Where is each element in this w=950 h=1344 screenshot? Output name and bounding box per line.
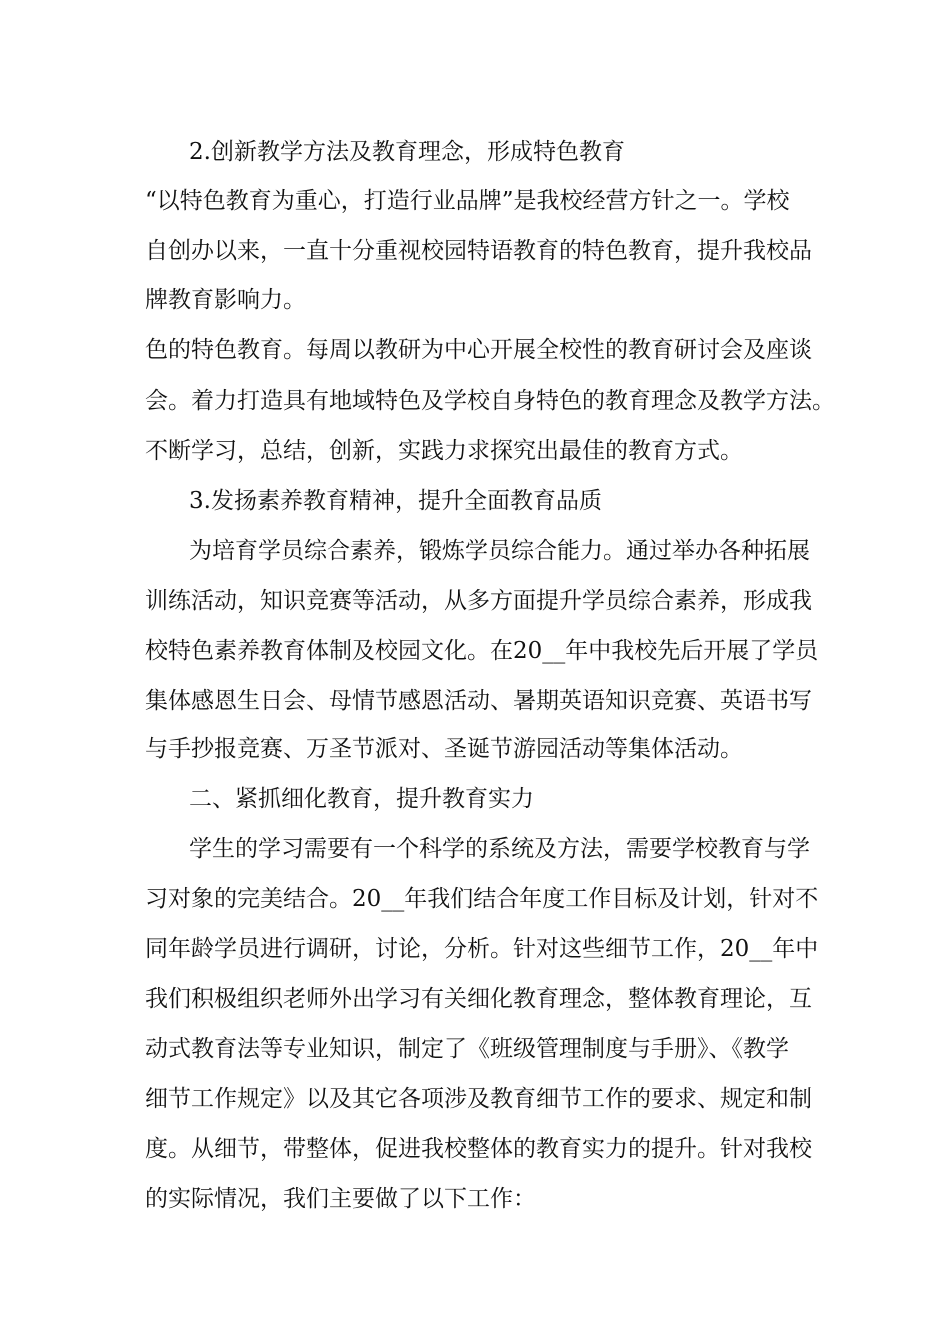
paragraph-line: 会。着力打造具有地域特色及学校自身特色的教育理念及教学方法。 <box>145 388 835 414</box>
paragraph-line: “以特色教育为重心，打造行业品牌”是我校经营方针之一。学校 <box>145 188 790 214</box>
paragraph-line: 我们积极组织老师外出学习有关细化教育理念，整体教育理论，互 <box>145 986 812 1012</box>
heading-innovation: 2.创新教学方法及教育理念，形成特色教育 <box>189 139 625 165</box>
paragraph-line: 与手抄报竞赛、万圣节派对、圣诞节游园活动等集体活动。 <box>145 736 743 762</box>
paragraph-line: 不断学习，总结，创新，实践力求探究出最佳的教育方式。 <box>145 438 743 464</box>
paragraph-line: 自创办以来，一直十分重视校园特语教育的特色教育，提升我校品 <box>145 238 812 264</box>
paragraph-line: 学生的学习需要有一个科学的系统及方法，需要学校教育与学 <box>189 836 810 862</box>
paragraph-line: 动式教育法等专业知识，制定了《班级管理制度与手册》、《教学 <box>145 1036 789 1062</box>
heading-detailed-education: 二、紧抓细化教育，提升教育实力 <box>189 786 534 812</box>
paragraph-line: 集体感恩生日会、母情节感恩活动、暑期英语知识竞赛、英语书写 <box>145 688 812 714</box>
paragraph-line: 牌教育影响力。 <box>145 287 306 313</box>
paragraph-line: 细节工作规定》以及其它各项涉及教育细节工作的要求、规定和制 <box>145 1086 812 1112</box>
heading-quality-education: 3.发扬素养教育精神，提升全面教育品质 <box>189 488 602 514</box>
paragraph-line: 训练活动，知识竞赛等活动，从多方面提升学员综合素养，形成我 <box>145 588 812 614</box>
paragraph-line: 同年龄学员进行调研，讨论，分析。针对这些细节工作，20__年中 <box>145 936 819 962</box>
paragraph-line: 色的特色教育。每周以教研为中心开展全校性的教育研讨会及座谈 <box>145 337 812 363</box>
paragraph-line: 习对象的完美结合。20__年我们结合年度工作目标及计划，针对不 <box>145 886 819 912</box>
paragraph-line: 度。从细节，带整体，促进我校整体的教育实力的提升。针对我校 <box>145 1136 812 1162</box>
paragraph-line: 校特色素养教育体制及校园文化。在20__年中我校先后开展了学员 <box>145 638 819 664</box>
paragraph-line: 为培育学员综合素养，锻炼学员综合能力。通过举办各种拓展 <box>189 538 810 564</box>
paragraph-line: 的实际情况，我们主要做了以下工作： <box>145 1186 536 1212</box>
